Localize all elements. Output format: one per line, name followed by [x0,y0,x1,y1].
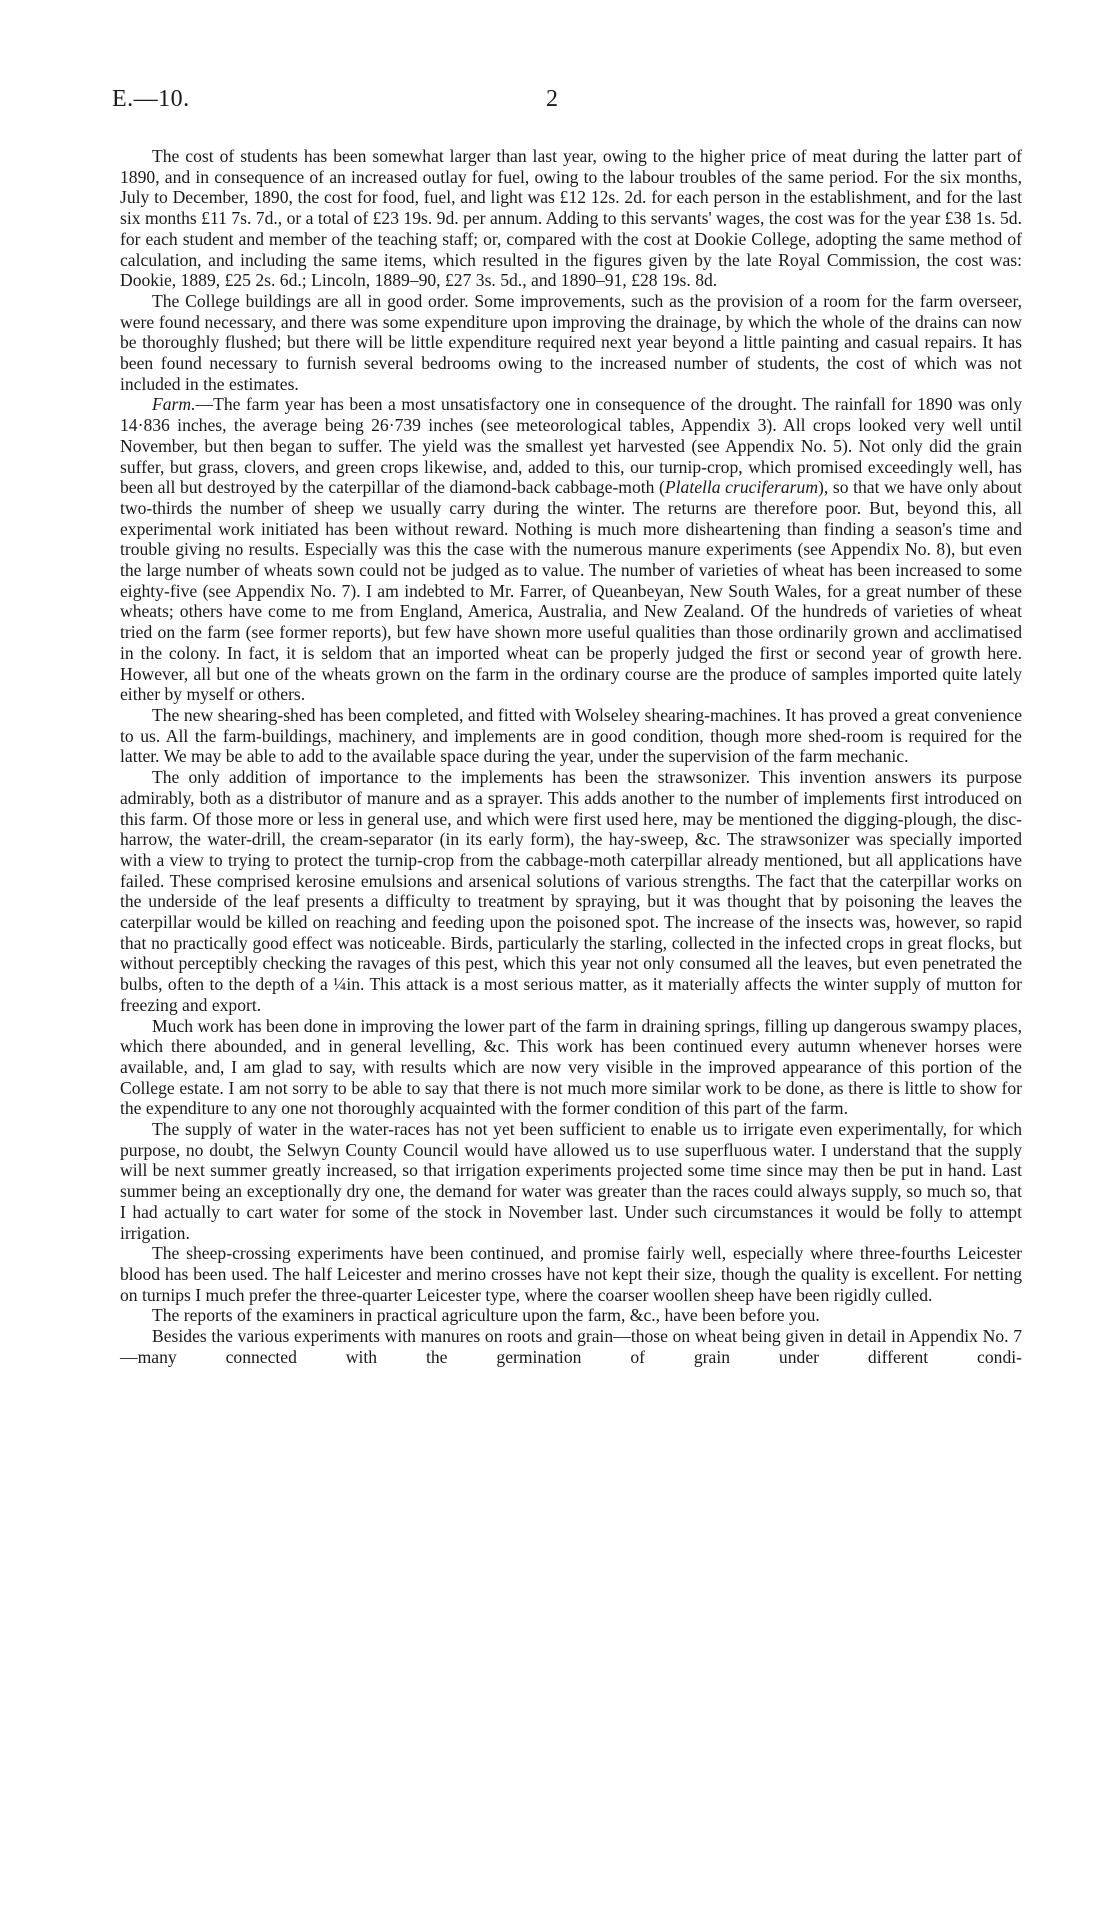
paragraph-text: —The farm year has been a most unsatisfactory one in consequence of the drought. The rainfall for 1890 was only 14·836 inches, the average being 26·739 inches (see meteorological tables, Appendix 3). All crops looked very well until November, but then began to suffer. The yield was the smallest yet harvested (see Appendix No. 5). Not only did the grain suffer, but grass, clovers, and green crops likewise, and, added to this, our turnip-crop, which promised exceedingly well, has been all but destroyed by the caterpillar of the diamond-back cabbage-moth ( [120,394,1022,498]
page-header [112,86,1012,126]
paragraph-strawsonizer [120,767,1022,1015]
document-reference: E.—10. [112,86,190,112]
paragraph-draining [120,1016,1022,1120]
paragraph-text: The reports of the examiners in practical agriculture upon the farm, &c., have been before you. [152,1305,820,1326]
paragraph-text: The sheep-crossing experiments have been continued, and promise fairly well, especially where three-fourths Leicester blood has been used. The half Leicester and merino crosses have not kept their size, though the quality is excellent. For netting on turnips I much prefer the three-quarter Leicester type, where the coarser woollen sheep have been rigidly culled. [120,1243,1022,1305]
paragraph-examiners [120,1305,1022,1326]
page-number: 2 [546,86,558,112]
paragraph-text: The College buildings are all in good order. Some improvements, such as the provision of a room for the farm overseer, were found necessary, and there was some expenditure upon improving the drainage, by which the whole of the drains can now be thoroughly flushed; but there will be little expenditure required next year beyond a little painting and casual repairs. It has been found necessary to furnish several bedrooms owing to the increased number of students, the cost of which was not included in the estimates. [120,290,1022,394]
paragraph-text: Besides the various experiments with manures on roots and grain—those on wheat being given in detail in Appendix No. 7—many connected with the germination of grain under different condi- [120,1326,1022,1367]
paragraph-text: The new shearing-shed has been completed, and fitted with Wolseley shearing-machines. It has proved a great convenience to us. All the farm-buildings, machinery, and implements are in good condition, though more shed-room is required for the latter. We may be able to add to the available space during the year, under the supervision of the farm mechanic. [120,704,1022,767]
paragraph-experiments [120,1326,1022,1367]
paragraph-farm [120,394,1022,705]
paragraph-water-races [120,1119,1022,1243]
paragraph-text: The only addition of importance to the implements has been the strawsonizer. This invention answers its purpose admirably, both as a distributor of manure and as a sprayer. This adds another to the number of implements first introduced on this farm. Of those more or less in general use, and which were first used here, may be mentioned the digging-plough, the disc-harrow, the water-drill, the cream-separator (in its early form), the hay-sweep, &c. The strawsonizer was specially imported with a view to trying to protect the turnip-crop from the cabbage-moth caterpillar already mentioned, but all applications have failed. These comprised kerosine emulsions and arsenical solutions of various strengths. The fact that the caterpillar works on the underside of the leaf presents a difficulty to treatment by spraying, but it was thought that by poisoning the leaves the caterpillar would be killed on reaching and feeding upon the poisoned spot. The increase of the insects was, however, so rapid that no practically good effect was noticeable. Birds, particularly the starling, collected in the infected crops in great flocks, but without perceptibly checking the ravages of this pest, which this year not only consumed all the leaves, but even penetrated the bulbs, often to the depth of a ¼in. This attack is a most serious matter, as it materially affects the winter supply of mutton for freezing and export. [120,767,1022,1015]
paragraph-sheep-crossing [120,1243,1022,1305]
paragraph-college-buildings [120,291,1022,395]
paragraph-text: The supply of water in the water-races has not yet been sufficient to enable us to irrigate even experimentally, for which purpose, no doubt, the Selwyn County Council would have allowed us to use superfluous water. I understand that the supply will be next summer greatly increased, so that irrigation experiments projected some time since may then be put in hand. Last summer being an exceptionally dry one, the demand for water was greater than the races could always supply, so much so, that I had actually to cart water for some of the stock in November last. Under such circumstances it would be folly to attempt irrigation. [120,1119,1022,1243]
paragraph-text: The cost of students has been somewhat larger than last year, owing to the higher price of meat during the latter part of 1890, and in consequence of an increased outlay for fuel, owing to the labour troubles of the same period. For the six months, July to December, 1890, the cost for food, fuel, and light was £12 12s. 2d. for each person in the establishment, and for the last six months £11 7s. 7d., or a total of £23 19s. 9d. per annum. Adding to this servants' wages, the cost was for the year £38 1s. 5d. for each student and member of the teaching staff; or, compared with the cost at Dookie College, adopting the same method of calculation, and including the same items, which resulted in the figures given by the late Royal Commission, the cost was: Dookie, 1889, £25 2s. 6d.; Lincoln, 1889–90, £27 3s. 5d., and 1890–91, £28 19s. 8d. [120,146,1022,291]
paragraph-shearing-shed [120,705,1022,767]
species-name: Platella cruciferarum [664,477,819,498]
paragraph-text: Much work has been done in improving the lower part of the farm in draining springs, filling up dangerous swampy places, which there abounded, and in general levelling, &c. This work has been continued every autumn whenever horses were available, and, I am glad to say, with results which are now very visible in the improved appearance of this portion of the College estate. I am not sorry to be able to say that there is not much more similar work to be done, as there is little to show for the expenditure to any one not thoroughly acquainted with the former condition of this part of the farm. [120,1015,1022,1119]
paragraph-text-continued: ), so that we have only about two-thirds the number of sheep we usually carry during the winter. The returns are therefore poor. But, beyond this, all experimental work initiated has been without reward. Nothing is much more disheartening than finding a season's time and trouble giving no results. Especially was this the case with the numerous manure experiments (see Appendix No. 8), but even the large number of wheats sown could not be judged as to value. The number of varieties of wheat has been increased to some eighty-five (see Appendix No. 7). I am indebted to Mr. Farrer, of Queanbeyan, New South Wales, for a great number of these wheats; others have come to me from England, America, Australia, and New Zealand. Of the hundreds of varieties of wheat tried on the farm (see former reports), but few have shown more useful qualities than those ordinarily grown and acclimatised in the colony. In fact, it is seldom that an imported wheat can be properly judged the first or second year of growth here. However, all but one of the wheats grown on the farm in the ordinary course are the produce of samples imported quite lately either by myself or others. [120,477,1022,705]
section-lead: Farm. [152,394,196,415]
paragraph-student-costs [120,146,1022,291]
report-body [120,146,1022,1367]
